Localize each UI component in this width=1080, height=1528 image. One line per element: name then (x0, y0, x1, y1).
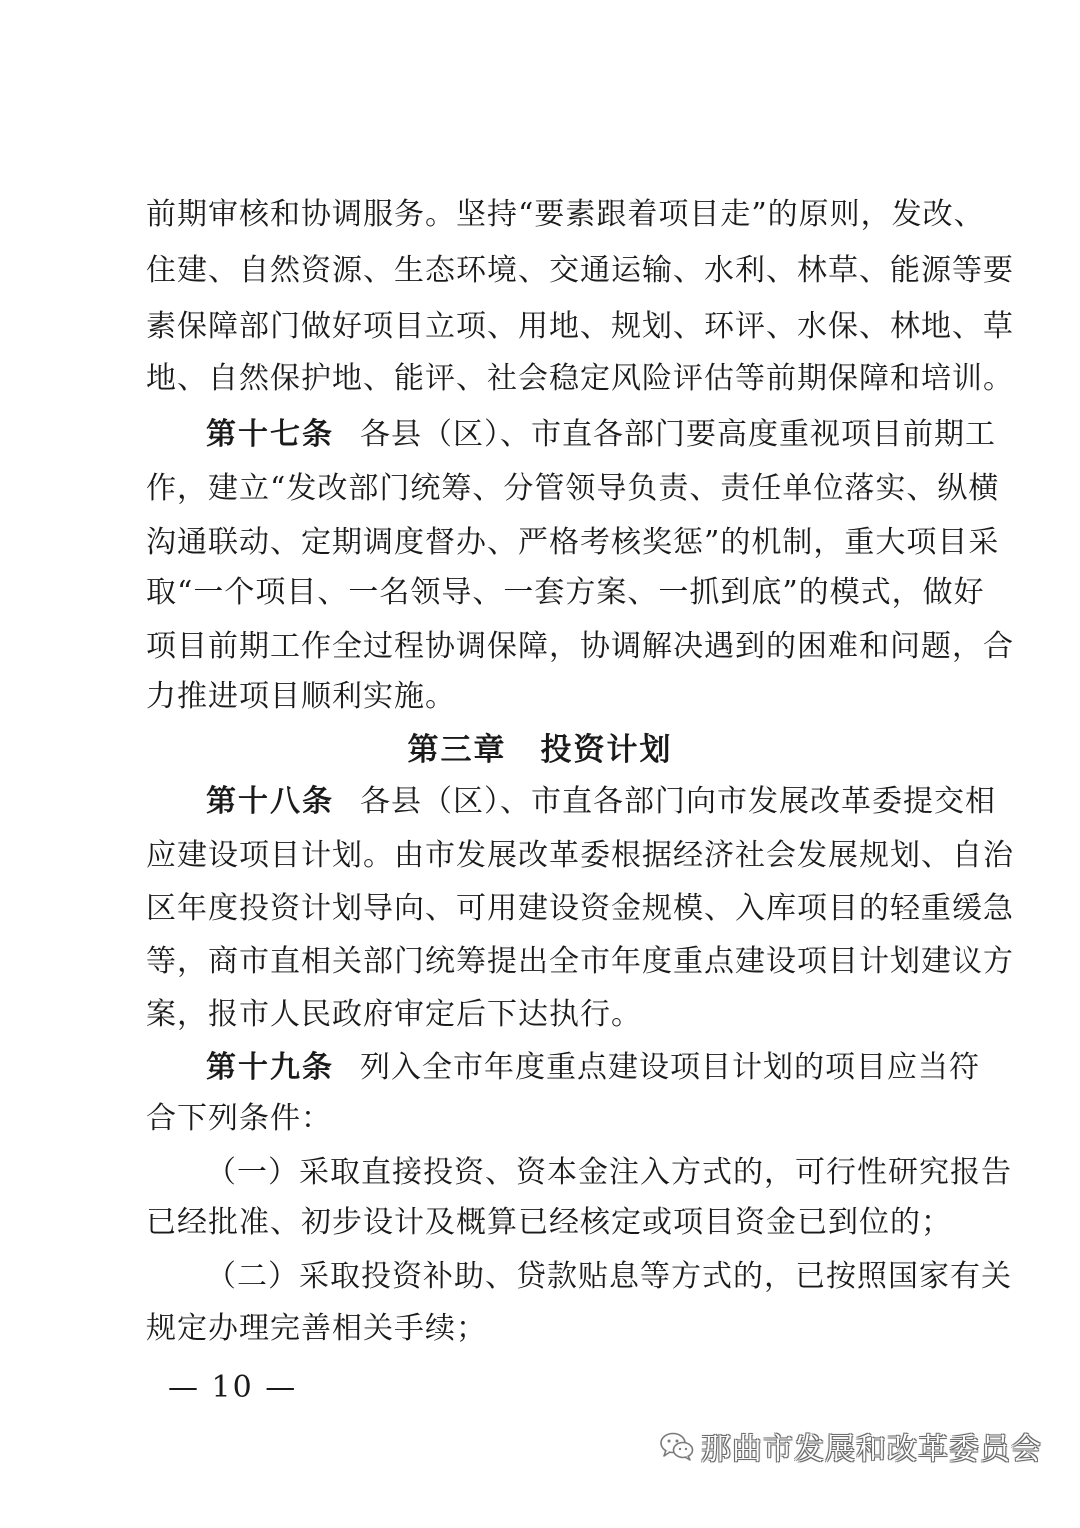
paragraph-line: 素保障部门做好项目立项、用地、规划、环评、水保、林地、草 (146, 309, 1014, 344)
article-18-first-line (206, 782, 996, 822)
paragraph-line: 案，报市人民政府审定后下达执行。 (146, 997, 642, 1032)
article-17-title: 第十七条 (206, 417, 334, 452)
paragraph-line: 各县（区）、市直各部门要高度重视项目前期工 (360, 417, 996, 452)
paragraph-line: 作，建立“发改部门统筹、分管领导负责、责任单位落实、纵横 (146, 471, 1000, 506)
paragraph-line: 力推进项目顺利实施。 (146, 679, 456, 714)
paragraph-line: 地、自然保护地、能评、社会稳定风险评估等前期保障和培训。 (146, 361, 1014, 396)
chapter-title: 投资计划 (540, 732, 673, 768)
paragraph-line: 住建、自然资源、生态环境、交通运输、水利、林草、能源等要 (146, 253, 1014, 288)
article-19-first-line (206, 1048, 980, 1088)
watermark-brand-text: 那曲市发展和改革委员会 (701, 1432, 1042, 1467)
paragraph-line: 合下列条件： (146, 1101, 332, 1136)
list-item-line: （一）采取直接投资、资本金注入方式的，可行性研究报告 (206, 1155, 1012, 1190)
list-item-line: （二）采取投资补助、贷款贴息等方式的，已按照国家有关 (206, 1259, 1012, 1294)
chapter-heading (0, 728, 1080, 772)
paragraph-line: 项目前期工作全过程协调保障，协调解决遇到的困难和问题，合 (146, 629, 1014, 664)
list-item-line: 已经批准、初步设计及概算已经核定或项目资金已到位的； (146, 1205, 952, 1240)
page-number: — 10 — (168, 1370, 298, 1405)
paragraph-line: 等，商市直相关部门统筹提出全市年度重点建设项目计划建议方 (146, 944, 1014, 979)
paragraph-line: 前期审核和协调服务。坚持“要素跟着项目走”的原则，发改、 (146, 197, 985, 232)
article-19-title: 第十九条 (206, 1050, 334, 1085)
list-item-line: 规定办理完善相关手续； (146, 1311, 487, 1346)
paragraph-line: 应建设项目计划。由市发展改革委根据经济社会发展规划、自治 (146, 838, 1014, 873)
paragraph-line: 沟通联动、定期调度督办、严格考核奖惩”的机制，重大项目采 (146, 525, 1000, 560)
watermark (659, 1426, 1042, 1466)
article-18-title: 第十八条 (206, 784, 334, 819)
chapter-number: 第三章 (407, 732, 507, 768)
wechat-icon (659, 1431, 695, 1461)
paragraph-line: 取“一个项目、一名领导、一套方案、一抓到底”的模式，做好 (146, 575, 985, 610)
paragraph-line: 各县（区）、市直各部门向市发展改革委提交相 (360, 784, 996, 819)
paragraph-line: 列入全市年度重点建设项目计划的项目应当符 (360, 1050, 980, 1085)
paragraph-line: 区年度投资计划导向、可用建设资金规模、入库项目的轻重缓急 (146, 891, 1014, 926)
article-17-first-line (206, 415, 996, 455)
